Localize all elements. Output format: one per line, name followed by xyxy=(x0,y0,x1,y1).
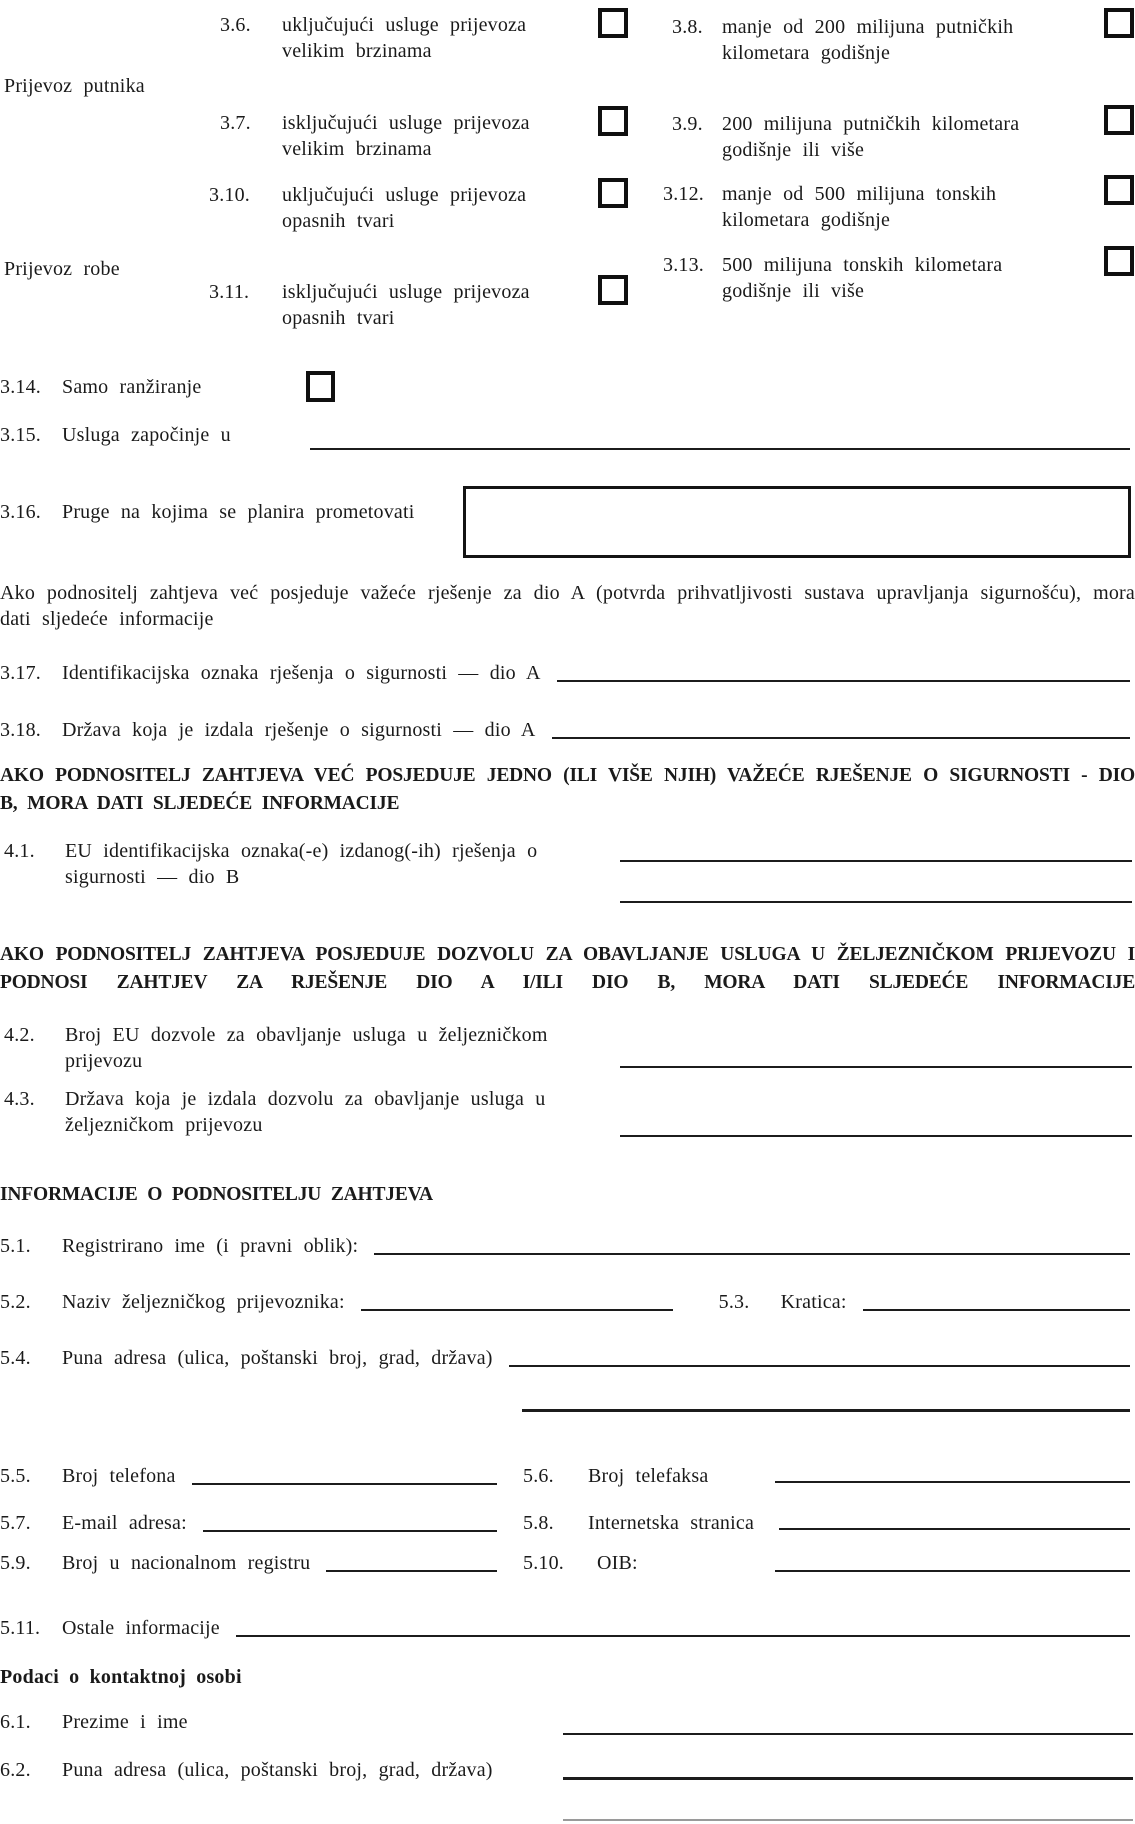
checkbox-3-6[interactable] xyxy=(598,8,628,38)
field-row-3-14 xyxy=(0,374,1130,400)
fill-line-5-7[interactable] xyxy=(203,1530,497,1532)
fill-line-6-2-b[interactable] xyxy=(563,1819,1133,1821)
field-5-6-num: 5.6. xyxy=(523,1465,554,1487)
fill-line-3-18[interactable] xyxy=(552,737,1130,739)
item-3-12-num: 3.12. xyxy=(663,183,704,205)
field-5-7-label: E-mail adresa: xyxy=(62,1512,187,1534)
field-3-17-label: Identifikacijska oznaka rješenja o sigurnosti — dio A xyxy=(62,662,541,684)
field-row-5-11 xyxy=(0,1615,1130,1641)
field-4-1-num: 4.1. xyxy=(4,840,35,862)
field-row-5-9 xyxy=(0,1550,497,1576)
field-5-9-label: Broj u nacionalnom registru xyxy=(62,1552,311,1574)
fill-line-5-4-b[interactable] xyxy=(522,1409,1130,1412)
item-3-7-num: 3.7. xyxy=(220,112,251,134)
fill-line-5-1[interactable] xyxy=(374,1253,1130,1255)
field-4-2-label: Broj EU dozvole za obavljanje usluga u željezničkom prijevozu xyxy=(65,1024,548,1072)
item-3-10-num: 3.10. xyxy=(209,184,250,206)
item-3-11-num: 3.11. xyxy=(209,281,250,303)
fill-line-5-11[interactable] xyxy=(236,1635,1130,1637)
group-label-freight-transport: Prijevoz robe xyxy=(4,258,120,280)
fill-line-5-5[interactable] xyxy=(192,1483,497,1485)
fill-line-6-1[interactable] xyxy=(563,1733,1133,1735)
fill-line-4-2[interactable] xyxy=(620,1066,1132,1068)
field-5-11-label: Ostale informacije xyxy=(62,1617,220,1639)
field-row-5-1 xyxy=(0,1233,1130,1259)
checkbox-3-13[interactable] xyxy=(1104,246,1134,276)
field-5-2-label: Naziv željezničkog prijevoznika: xyxy=(62,1291,345,1313)
field-5-10-label: OIB: xyxy=(597,1552,638,1574)
field-row-3-18 xyxy=(0,717,1130,743)
item-3-13-text: 500 milijuna tonskih kilometara godišnje ili više xyxy=(722,254,1003,302)
field-5-10-num: 5.10. xyxy=(523,1552,564,1574)
item-3-13-num: 3.13. xyxy=(663,254,704,276)
field-3-17-num: 3.17. xyxy=(0,662,41,684)
fill-line-4-1-a[interactable] xyxy=(620,860,1132,862)
field-5-8-label: Internetska stranica xyxy=(588,1512,755,1534)
checkbox-3-14[interactable] xyxy=(306,371,335,402)
field-row-5-2-5-3 xyxy=(0,1289,1130,1315)
checkbox-3-10[interactable] xyxy=(598,178,628,208)
field-5-3-label: Kratica: xyxy=(780,1291,847,1313)
item-3-12-text: manje od 500 milijuna tonskih kilometara godišnje xyxy=(722,183,997,231)
section-heading-part-b: AKO PODNOSITELJ ZAHTJEVA VEĆ POSJEDUJE JEDNO (ILI VIŠE NJIH) VAŽEĆE RJEŠENJE O SIGURNOSTI - DIO B, MORA DATI SLJEDEĆE INFORMACIJE xyxy=(0,765,1135,814)
fill-line-5-3[interactable] xyxy=(863,1309,1130,1311)
fill-line-4-3[interactable] xyxy=(620,1135,1132,1137)
fill-line-5-10[interactable] xyxy=(775,1570,1130,1572)
field-5-5-num: 5.5. xyxy=(0,1465,31,1487)
fill-line-5-2[interactable] xyxy=(361,1309,673,1311)
note-part-a: Ako podnositelj zahtjeva već posjeduje važeće rješenje za dio A (potvrda prihvatljivosti sustava upravljanja sigurnošću), mora dati sljedeće informacije xyxy=(0,582,1135,630)
item-3-9-text: 200 milijuna putničkih kilometara godišnje ili više xyxy=(722,113,1020,161)
field-row-3-15 xyxy=(0,422,1130,448)
field-5-3-num: 5.3. xyxy=(718,1291,750,1313)
section-heading-licence: AKO PODNOSITELJ ZAHTJEVA POSJEDUJE DOZVOLU ZA OBAVLJANJE USLUGA U ŽELJEZNIČKOM PRIJEVOZU I PODNOSI ZAHTJEV ZA RJEŠENJE DIO A I/ILI DIO B, MORA DATI SLJEDEĆE INFORMACIJE xyxy=(0,944,1135,993)
field-5-7-num: 5.7. xyxy=(0,1512,31,1534)
fill-line-6-2-a[interactable] xyxy=(563,1777,1133,1780)
field-3-16-num: 3.16. xyxy=(0,501,41,523)
field-4-3-num: 4.3. xyxy=(4,1088,35,1110)
field-row-5-7 xyxy=(0,1510,497,1536)
checkbox-3-11[interactable] xyxy=(598,275,628,305)
fill-line-5-9[interactable] xyxy=(326,1570,497,1572)
field-row-5-5 xyxy=(0,1463,497,1489)
textarea-3-16[interactable] xyxy=(463,486,1131,558)
item-3-9-num: 3.9. xyxy=(672,113,703,135)
field-5-2-num: 5.2. xyxy=(0,1291,31,1313)
field-3-14-label: Samo ranžiranje xyxy=(62,376,202,398)
section-heading-contact-person: Podaci o kontaktnoj osobi xyxy=(0,1666,242,1688)
item-3-10-text: uključujući usluge prijevoza opasnih tvari xyxy=(282,184,527,232)
checkbox-3-9[interactable] xyxy=(1104,105,1134,135)
checkbox-3-8[interactable] xyxy=(1104,8,1134,38)
field-4-2-num: 4.2. xyxy=(4,1024,35,1046)
field-5-9-num: 5.9. xyxy=(0,1552,31,1574)
item-3-8-text: manje od 200 milijuna putničkih kilometara godišnje xyxy=(722,16,1014,64)
fill-line-3-17[interactable] xyxy=(557,680,1130,682)
field-3-15-label: Usluga započinje u xyxy=(62,424,231,446)
item-3-8-num: 3.8. xyxy=(672,16,703,38)
item-3-6-num: 3.6. xyxy=(220,14,251,36)
field-4-1-label: EU identifikacijska oznaka(-e) izdanog(-ih) rješenja o sigurnosti — dio B xyxy=(65,840,538,888)
checkbox-3-7[interactable] xyxy=(598,106,628,136)
section-heading-applicant-info: INFORMACIJE O PODNOSITELJU ZAHTJEVA xyxy=(0,1184,433,1205)
fill-line-5-4-a[interactable] xyxy=(509,1365,1130,1367)
field-5-11-num: 5.11. xyxy=(0,1617,41,1639)
item-3-11-text: isključujući usluge prijevoza opasnih tvari xyxy=(282,281,530,329)
fill-line-5-8[interactable] xyxy=(779,1528,1130,1530)
field-5-1-label: Registrirano ime (i pravni oblik): xyxy=(62,1235,359,1257)
fill-line-5-6[interactable] xyxy=(775,1481,1130,1483)
fill-line-3-15[interactable] xyxy=(310,448,1130,450)
field-5-4-num: 5.4. xyxy=(0,1347,31,1369)
field-6-2-label: Puna adresa (ulica, poštanski broj, grad, država) xyxy=(62,1759,493,1781)
field-6-1-num: 6.1. xyxy=(0,1711,31,1733)
field-3-15-num: 3.15. xyxy=(0,424,41,446)
field-3-14-num: 3.14. xyxy=(0,376,41,398)
item-3-6-text: uključujući usluge prijevoza velikim brzinama xyxy=(282,14,527,62)
field-5-4-label: Puna adresa (ulica, poštanski broj, grad, država) xyxy=(62,1347,493,1369)
field-3-18-num: 3.18. xyxy=(0,719,41,741)
field-5-5-label: Broj telefona xyxy=(62,1465,176,1487)
field-4-3-label: Država koja je izdala dozvolu za obavljanje usluga u željezničkom prijevozu xyxy=(65,1088,546,1136)
field-5-1-num: 5.1. xyxy=(0,1235,31,1257)
field-5-8-num: 5.8. xyxy=(523,1512,554,1534)
fill-line-4-1-b[interactable] xyxy=(620,901,1132,903)
field-row-6-1 xyxy=(0,1709,1130,1735)
field-6-1-label: Prezime i ime xyxy=(62,1711,188,1733)
group-label-passenger-transport: Prijevoz putnika xyxy=(4,75,145,97)
field-5-6-label: Broj telefaksa xyxy=(588,1465,709,1487)
checkbox-3-12[interactable] xyxy=(1104,175,1134,205)
item-3-7-text: isključujući usluge prijevoza velikim brzinama xyxy=(282,112,530,160)
field-3-18-label: Država koja je izdala rješenje o sigurnosti — dio A xyxy=(62,719,536,741)
field-row-3-17 xyxy=(0,660,1130,686)
field-6-2-num: 6.2. xyxy=(0,1759,31,1781)
field-3-16-label: Pruge na kojima se planira prometovati xyxy=(62,501,415,523)
field-row-5-4 xyxy=(0,1345,1130,1371)
